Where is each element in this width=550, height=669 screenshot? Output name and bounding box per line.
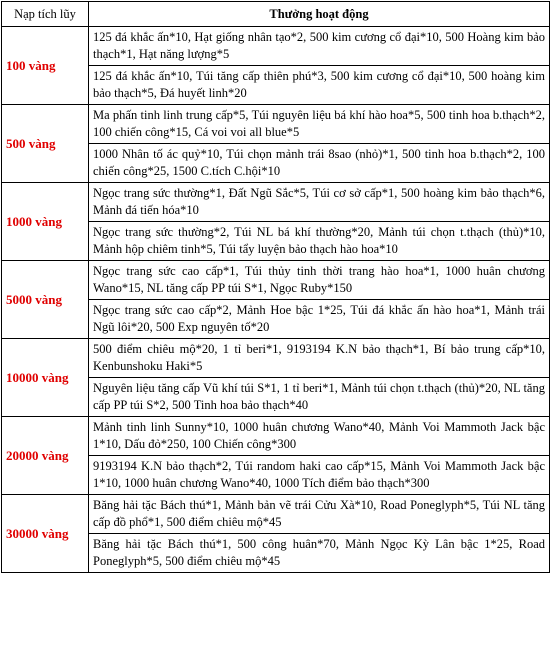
reward-cell: Ngọc trang sức cao cấp*1, Túi thủy tinh thời trang hào hoa*1, 1000 huân chương Wano*15, NL tăng cấp PP túi S*1, Ngọc Ruby*150 bbox=[89, 261, 550, 300]
header-activity-reward: Thưởng hoạt động bbox=[89, 2, 550, 27]
tier-row bbox=[2, 261, 550, 300]
tier-label: 5000 vàng bbox=[2, 261, 89, 339]
reward-cell: 125 đá khắc ấn*10, Túi tăng cấp thiên phú*3, 500 kim cương cổ đại*10, 500 hoàng kim bảo thạch*5, Đá huyết linh*20 bbox=[89, 66, 550, 105]
tier-row bbox=[2, 105, 550, 144]
tier-label: 30000 vàng bbox=[2, 495, 89, 573]
tier-label: 1000 vàng bbox=[2, 183, 89, 261]
reward-cell: Nguyên liệu tăng cấp Vũ khí túi S*1, 1 tỉ beri*1, Mảnh túi chọn t.thạch (thủ)*20, NL tăng cấp PP túi S*2, 500 Tinh hoa bảo thạch*40 bbox=[89, 378, 550, 417]
reward-cell: Băng hải tặc Bách thú*1, 500 công huân*70, Mảnh Ngọc Kỳ Lân bậc 1*25, Road Poneglyph*5, 500 điểm chiêu mộ*45 bbox=[89, 534, 550, 573]
tier-row bbox=[2, 183, 550, 222]
tier-label: 10000 vàng bbox=[2, 339, 89, 417]
tier-label: 100 vàng bbox=[2, 27, 89, 105]
reward-cell: 500 điểm chiêu mộ*20, 1 tỉ beri*1, 9193194 K.N bảo thạch*1, Bí bảo trung cấp*10, Kenbunshoku Haki*5 bbox=[89, 339, 550, 378]
tier-row bbox=[2, 495, 550, 534]
reward-cell: 9193194 K.N bảo thạch*2, Túi random haki cao cấp*15, Mảnh Voi Mammoth Jack bậc 1*10, 1000 huân chương Wano*40, 1000 Tích điểm bảo thạch*300 bbox=[89, 456, 550, 495]
tier-row bbox=[2, 417, 550, 456]
reward-cell: Ngọc trang sức thường*2, Túi NL bá khí thường*20, Mảnh túi chọn t.thạch (thủ)*10, Mảnh hộp chiêm tinh*5, Túi tẩy luyện bảo thạch hào hoa*10 bbox=[89, 222, 550, 261]
table-header-row bbox=[2, 2, 550, 27]
reward-cell: Băng hải tặc Bách thú*1, Mảnh bản vẽ trái Cửu Xà*10, Road Poneglyph*5, Túi NL tăng cấp đồ phổ*1, 500 điểm chiêu mộ*45 bbox=[89, 495, 550, 534]
reward-cell: Ngọc trang sức thường*1, Đất Ngũ Sắc*5, Túi cơ sở cấp*1, 500 hoàng kim bảo thạch*6, Mảnh đá tiến hóa*10 bbox=[89, 183, 550, 222]
reward-cell: Mảnh tinh linh Sunny*10, 1000 huân chương Wano*40, Mảnh Voi Mammoth Jack bậc 1*10, Dấu đỏ*250, 100 Chiến công*300 bbox=[89, 417, 550, 456]
reward-cell: 1000 Nhân tố ác quỷ*10, Túi chọn mảnh trái 8sao (nhỏ)*1, 500 tinh hoa b.thạch*2, 100 chiến công*25, 1500 C.tích C.hội*10 bbox=[89, 144, 550, 183]
tier-row bbox=[2, 339, 550, 378]
header-cumulative-topup: Nạp tích lũy bbox=[2, 2, 89, 27]
reward-cell: Ngọc trang sức cao cấp*2, Mảnh Hoe bậc 1*25, Túi đá khắc ấn hào hoa*1, Mảnh trái Ngũ lôi*20, 500 Exp nguyên tố*20 bbox=[89, 300, 550, 339]
tier-label: 500 vàng bbox=[2, 105, 89, 183]
tier-label: 20000 vàng bbox=[2, 417, 89, 495]
tier-row bbox=[2, 27, 550, 66]
reward-cell: 125 đá khắc ấn*10, Hạt giống nhân tạo*2, 500 kim cương cổ đại*10, 500 Hoàng kim bảo thạch*1, Hạt năng lượng*5 bbox=[89, 27, 550, 66]
table-body bbox=[2, 27, 550, 573]
reward-cell: Ma phấn tinh linh trung cấp*5, Túi nguyên liệu bá khí hào hoa*5, 500 tinh hoa b.thạch*2, 100 chiến công*15, Cá voi voi all blue*5 bbox=[89, 105, 550, 144]
reward-table bbox=[1, 1, 550, 573]
